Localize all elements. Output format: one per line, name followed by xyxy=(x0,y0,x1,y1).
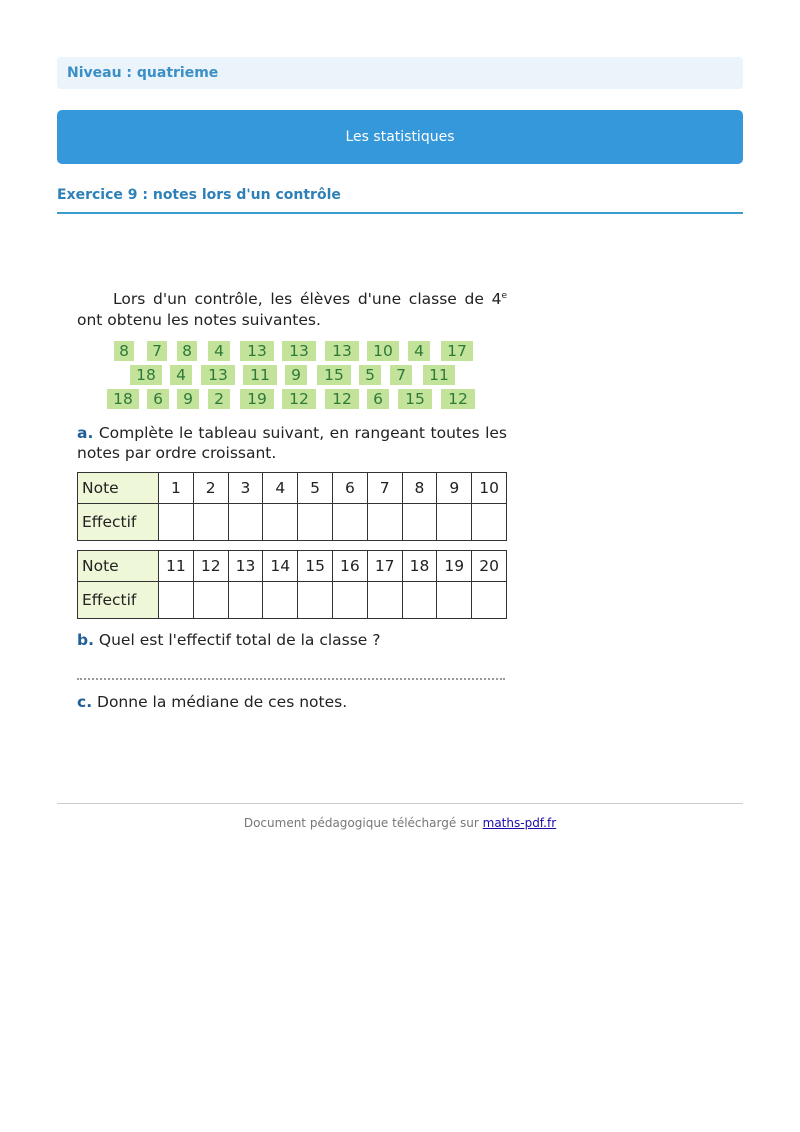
table-cell-note: 19 xyxy=(437,551,472,582)
grade-chip: 17 xyxy=(441,341,473,361)
table-cell-note: 8 xyxy=(402,473,437,504)
table-cell-blank[interactable] xyxy=(367,504,402,541)
table-cell-blank[interactable] xyxy=(332,504,367,541)
page-title: Les statistiques xyxy=(57,110,743,164)
footer-link[interactable]: maths-pdf.fr xyxy=(482,816,557,830)
grade-chip: 13 xyxy=(240,341,274,361)
table-row-effectif xyxy=(78,582,507,619)
grade-chip: 4 xyxy=(408,341,430,361)
question-letter: b. xyxy=(77,631,94,650)
grade-chip: 15 xyxy=(317,365,351,385)
table-cell-blank[interactable] xyxy=(193,504,228,541)
table-header-effectif: Effectif xyxy=(78,582,159,619)
table-cell-blank[interactable] xyxy=(472,504,507,541)
table-row-notes xyxy=(78,473,507,504)
table-cell-blank[interactable] xyxy=(437,504,472,541)
exercise-content xyxy=(77,286,507,712)
table-cell-blank[interactable] xyxy=(228,504,263,541)
grade-chip: 8 xyxy=(114,341,134,361)
grade-chip: 13 xyxy=(282,341,316,361)
grade-chip: 12 xyxy=(441,389,475,409)
table-cell-note: 4 xyxy=(263,473,298,504)
grade-chip: 2 xyxy=(208,389,230,409)
table-cell-blank[interactable] xyxy=(193,582,228,619)
footer-text: Document pédagogique téléchargé sur xyxy=(243,816,483,830)
question-letter: c. xyxy=(77,693,93,712)
table-cell-note: 1 xyxy=(159,473,194,504)
grade-chip: 6 xyxy=(147,389,169,409)
question-b xyxy=(77,630,507,650)
table-row-effectif xyxy=(78,504,507,541)
table-cell-blank[interactable] xyxy=(367,582,402,619)
grade-chip: 4 xyxy=(208,341,230,361)
exercise-divider xyxy=(57,212,743,214)
table-cell-note: 14 xyxy=(263,551,298,582)
table-header-note: Note xyxy=(78,551,159,582)
table-cell-blank[interactable] xyxy=(263,582,298,619)
answer-dotted-line[interactable] xyxy=(77,678,505,680)
question-letter: a. xyxy=(77,424,94,443)
table-cell-blank[interactable] xyxy=(228,582,263,619)
table-cell-note: 13 xyxy=(228,551,263,582)
table-cell-note: 9 xyxy=(437,473,472,504)
table-cell-note: 18 xyxy=(402,551,437,582)
table-cell-blank[interactable] xyxy=(402,504,437,541)
question-text: Donne la médiane de ces notes. xyxy=(92,693,348,712)
table-cell-blank[interactable] xyxy=(263,504,298,541)
table-cell-note: 2 xyxy=(193,473,228,504)
table-header-note: Note xyxy=(78,473,159,504)
table-cell-note: 7 xyxy=(367,473,402,504)
table-cell-blank[interactable] xyxy=(298,582,333,619)
table-cell-note: 3 xyxy=(228,473,263,504)
grade-chip: 15 xyxy=(398,389,432,409)
table-cell-note: 16 xyxy=(332,551,367,582)
grade-chip: 13 xyxy=(201,365,235,385)
question-a xyxy=(77,423,507,463)
intro-superscript: e xyxy=(501,291,507,301)
question-text: Complète le tableau suivant, en rangeant toutes les notes par ordre croissant. xyxy=(77,424,507,463)
table-row-notes xyxy=(78,551,507,582)
grade-chip: 9 xyxy=(285,365,307,385)
grade-chip: 10 xyxy=(367,341,399,361)
table-cell-blank[interactable] xyxy=(332,582,367,619)
table-cell-blank[interactable] xyxy=(159,582,194,619)
grade-chip: 18 xyxy=(107,389,139,409)
grade-chip: 8 xyxy=(177,341,197,361)
grade-row xyxy=(77,363,507,387)
footer-divider xyxy=(57,803,743,804)
grade-chip: 4 xyxy=(170,365,192,385)
table-cell-note: 15 xyxy=(298,551,333,582)
grade-row xyxy=(77,339,507,363)
grade-chip: 5 xyxy=(359,365,381,385)
table-cell-blank[interactable] xyxy=(298,504,333,541)
table-cell-blank[interactable] xyxy=(402,582,437,619)
frequency-table-1 xyxy=(77,472,507,541)
question-c xyxy=(77,692,507,712)
grade-chip: 18 xyxy=(130,365,162,385)
intro-text-end: ont obtenu les notes suivantes. xyxy=(77,311,321,330)
table-cell-blank[interactable] xyxy=(472,582,507,619)
grade-chip: 7 xyxy=(390,365,412,385)
table-cell-note: 20 xyxy=(472,551,507,582)
table-cell-note: 5 xyxy=(298,473,333,504)
footer xyxy=(57,816,743,830)
grades-list xyxy=(77,339,507,411)
level-label: Niveau : quatrieme xyxy=(57,57,743,89)
table-cell-note: 17 xyxy=(367,551,402,582)
grade-chip: 12 xyxy=(325,389,359,409)
table-cell-blank[interactable] xyxy=(159,504,194,541)
exercise-title: Exercice 9 : notes lors d'un contrôle xyxy=(57,187,341,203)
table-cell-note: 12 xyxy=(193,551,228,582)
grade-chip: 19 xyxy=(240,389,274,409)
table-cell-note: 11 xyxy=(159,551,194,582)
table-header-effectif: Effectif xyxy=(78,504,159,541)
table-cell-note: 10 xyxy=(472,473,507,504)
grade-chip: 11 xyxy=(423,365,455,385)
grade-chip: 6 xyxy=(367,389,389,409)
intro-text: Lors d'un contrôle, les élèves d'une classe de 4 xyxy=(113,290,502,309)
grade-row xyxy=(77,387,507,411)
grade-chip: 7 xyxy=(147,341,167,361)
grade-chip: 12 xyxy=(282,389,316,409)
table-cell-note: 6 xyxy=(332,473,367,504)
grade-chip: 13 xyxy=(325,341,359,361)
table-cell-blank[interactable] xyxy=(437,582,472,619)
grade-chip: 11 xyxy=(243,365,277,385)
question-text: Quel est l'effectif total de la classe ? xyxy=(93,631,381,650)
grade-chip: 9 xyxy=(177,389,199,409)
frequency-table-2 xyxy=(77,550,507,619)
exercise-intro xyxy=(77,286,507,331)
